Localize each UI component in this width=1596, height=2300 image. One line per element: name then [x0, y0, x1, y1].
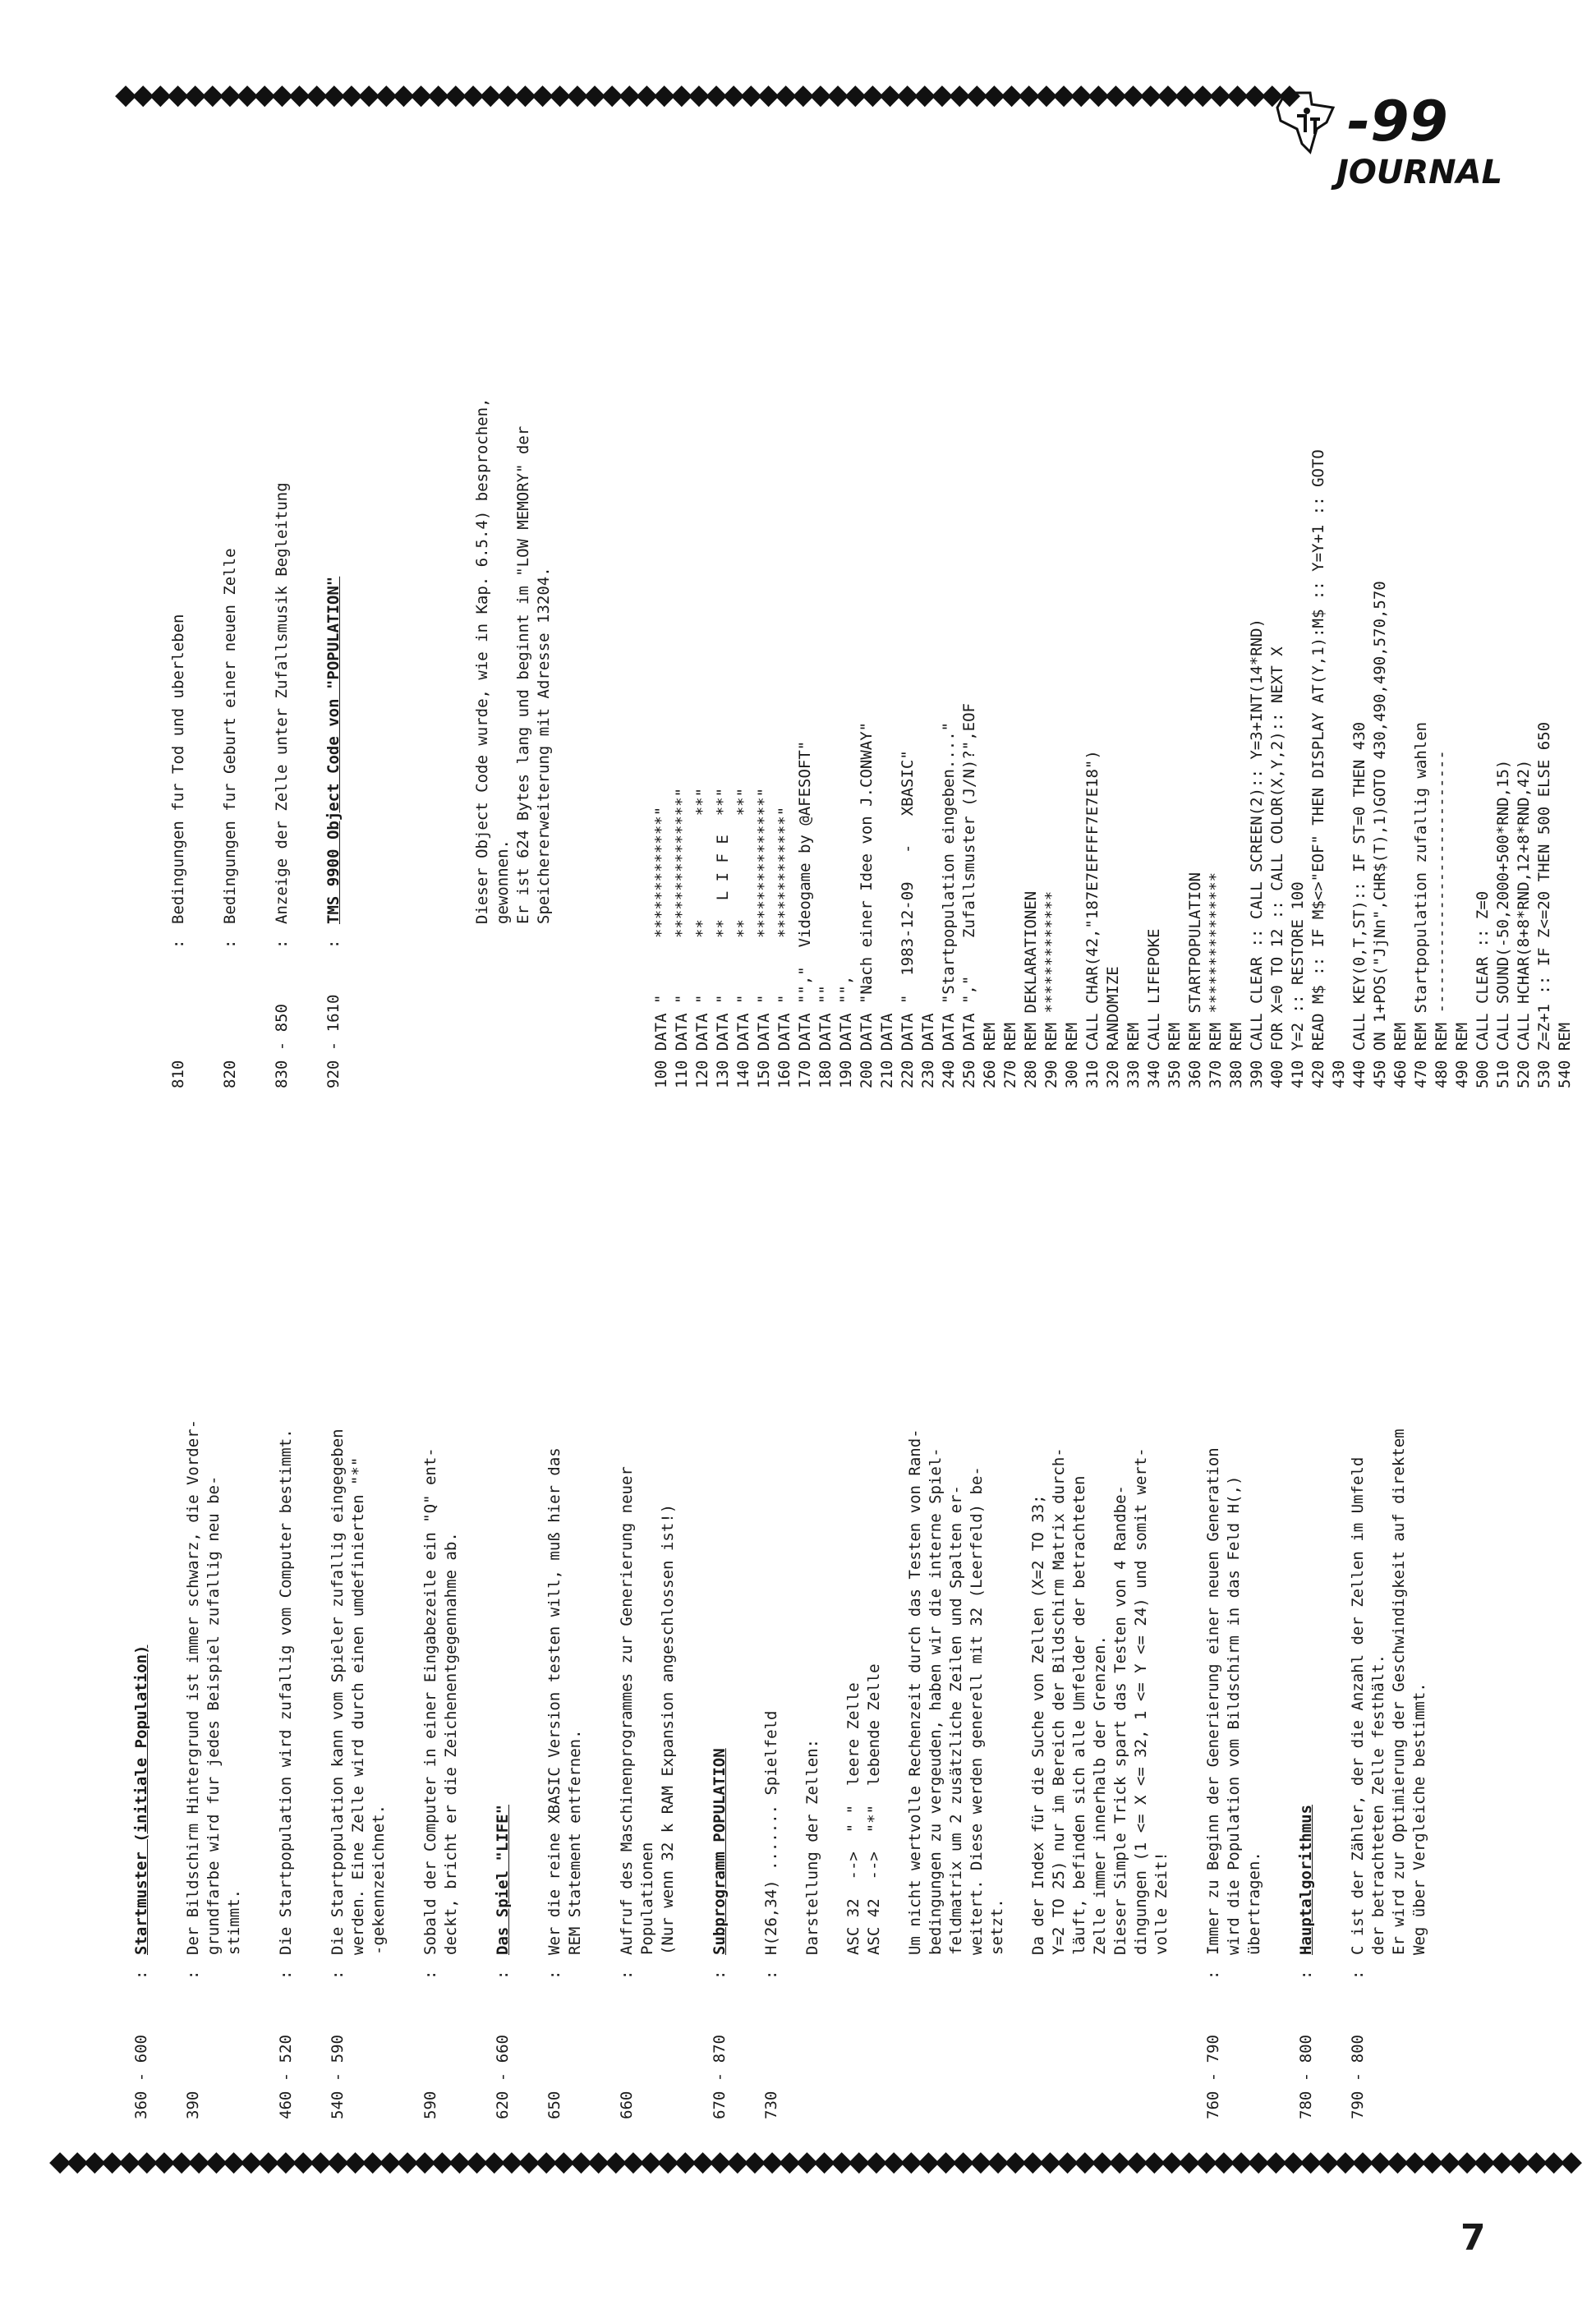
separator: :: [324, 939, 343, 949]
code-line: 300 REM: [1063, 1022, 1081, 1088]
code-line: 120 DATA " ** **": [693, 787, 711, 1088]
separator: :: [277, 1970, 295, 1980]
code-line: 100 DATA " *************": [652, 806, 670, 1088]
right-text-column: [127, 111, 1574, 1088]
code-line: 410 Y=2 :: RESTORE 100: [1289, 881, 1307, 1088]
code-line: 310 CALL CHAR(42,"187E7EFFFF7E7E18"): [1083, 750, 1102, 1088]
section-heading: Das Spiel "LIFE": [494, 1804, 512, 1955]
code-line: 200 DATA "Nach einer Idee von J.CONWAY": [858, 721, 876, 1088]
entry-text: Die Startpopulation kann vom Spieler zufallig eingegeben werden. Eine Zelle wird durch einen umdefinierten "*" -gekennzeichnet.: [329, 1428, 388, 1955]
separator: :: [545, 1970, 563, 1980]
entry-text: H(26,34) ....... Spielfeld Darstellung der Zellen: ASC 32 --> " " leere Zelle ASC 42 --> "*" lebende Zelle Um nicht wertvolle Rechenzeit durch das Testen von Rand- bedingungen zu vergeuden, haben wir die interne Spiel- feldmatrix um 2 zusätzliche Zeilen und Spalten er- weitert. Diese werden generell mit 32 (Leerfeld) be- setzt. Da der Index für die Suche von Zellen (X=2 TO 33; Y=2 TO 25) nur im Bereich der Bildschirm Matrix durch- läuft, befinden sich alle Umfelder der betrachteten Zelle immer innerhalb der Grenzen. Dieser Simple Trick spart das Testen von 4 Randbe- dingungen (1 <= X <= 32, 1 <= Y <= 24) und somit wert- volle Zeit!: [762, 1428, 1171, 1955]
line-range-label: 620 - 660: [494, 2035, 512, 2119]
line-range-label: 360 - 600: [132, 2035, 150, 2119]
code-line: 210 DATA: [878, 1013, 896, 1088]
code-line: 450 ON 1+POS("JjNn",CHR$(T),1)GOTO 430,490,490,570,570: [1371, 581, 1389, 1088]
code-line: 530 Z=Z+1 :: IF Z<=20 THEN 500 ELSE 650: [1535, 721, 1553, 1088]
line-range-label: 460 - 520: [277, 2035, 295, 2119]
entry-text: Wer die reine XBASIC Version testen will, muß hier das REM Statement entfernen.: [545, 1447, 584, 1955]
entry-text: Bedingungen fur Geburt einer neuen Zelle: [221, 548, 239, 924]
line-range-label: 670 - 870: [711, 2035, 729, 2119]
line-range-label: 920 - 1610: [324, 994, 343, 1088]
line-range-label: 820: [221, 1060, 239, 1088]
code-line: 170 DATA ""," Videogame by @AFESOFT": [796, 740, 814, 1088]
separator: :: [421, 1970, 439, 1980]
line-range-label: 760 - 790: [1204, 2035, 1222, 2119]
entry-text: Anzeige der Zelle unter Zufallsmusik Begleitung: [273, 482, 291, 924]
entry-text: C ist der Zähler, der die Anzahl der Zellen im Umfeld der betrachteten Zelle festhält. Er wird zur Optimierung der Geschwindigkeit auf direktem Weg über Vergleiche bestimmt.: [1349, 1428, 1428, 1955]
right-entries: [168, 111, 375, 1088]
code-line: 500 CALL CLEAR :: Z=0: [1474, 890, 1492, 1088]
line-range-label: 810: [169, 1060, 187, 1088]
code-line: 250 DATA "," Zufallsmuster (J/N)?",EOF: [960, 703, 978, 1088]
entry-text: Bedingungen fur Tod und uberleben: [169, 614, 187, 924]
code-line: 520 CALL HCHAR(8+8*RND,12+8*RND,42): [1515, 759, 1533, 1088]
entry-text: Sobald der Computer in einer Eingabezeile ein "Q" ent- deckt, bricht er die Zeichenentgegennahme ab.: [421, 1447, 460, 1955]
code-line: 160 DATA " *************": [775, 806, 793, 1088]
separator: :: [221, 939, 239, 949]
right-entry: [168, 111, 189, 1088]
code-line: 110 DATA " ***************": [673, 787, 691, 1088]
right-entry: [220, 111, 241, 1088]
separator: :: [132, 1970, 150, 1980]
separator: :: [711, 1970, 729, 1980]
code-line: 390 CALL CLEAR :: CALL SCREEN(2):: Y=3+INT(14*RND): [1248, 619, 1266, 1088]
line-range-label: 390: [184, 2091, 202, 2119]
line-range-label: 590: [421, 2091, 439, 2119]
top-diamond-border: ◆◆◆◆◆◆◆◆◆◆◆◆◆◆◆◆◆◆◆◆◆◆◆◆◆◆◆◆◆◆◆◆◆◆◆◆◆◆◆◆◆◆◆◆◆◆◆◆◆◆◆◆◆◆◆◆◆◆◆◆◆◆◆◆◆◆◆◆: [115, 78, 1297, 111]
code-line: 420 READ M$ :: IF M$<>"EOF" THEN DISPLAY AT(Y,1):M$ :: Y=Y+1 :: GOTO: [1309, 449, 1327, 1088]
separator: :: [184, 1970, 202, 1980]
code-line: 350 REM: [1166, 1022, 1184, 1088]
section-heading: TMS 9900 Object Code von "POPULATION": [324, 576, 343, 924]
entry-text: Der Bildschirm Hintergrund ist immer schwarz, die Vorder- grundfarbe wird fur jedes Beispiel zufallig neu be- stimmt.: [184, 1419, 243, 1955]
line-range-label: 650: [545, 2091, 563, 2119]
code-line: 240 DATA "Startpopulation eingeben....": [940, 721, 958, 1088]
separator: :: [762, 1970, 780, 1980]
code-line: 280 REM DEKLARATIONEN: [1022, 890, 1040, 1088]
separator: :: [329, 1970, 347, 1980]
line-range-label: 660: [618, 2091, 636, 2119]
code-line: 340 CALL LIFEPOKE: [1145, 928, 1163, 1088]
code-line: 540 REM: [1556, 1022, 1574, 1088]
separator: :: [169, 939, 187, 949]
object-code-intro: Dieser Object Code wurde, wie in Kap. 6.5.4) besprochen, gewonnen. Er ist 624 Bytes lang und beginnt im "LOW MEMORY" der Speichererweiterung mit Adresse 13204.: [473, 398, 553, 924]
line-range-label: 790 - 800: [1349, 2035, 1367, 2119]
code-line: 440 CALL KEY(0,T,ST):: IF ST=0 THEN 430: [1350, 721, 1368, 1088]
code-line: 320 RANDOMIZE: [1104, 966, 1122, 1088]
code-line: 510 CALL SOUND(-50,2000+500*RND,15): [1494, 759, 1512, 1088]
section-heading: Hauptalgorithmus: [1297, 1804, 1315, 1955]
code-line: 380 REM: [1227, 1022, 1245, 1088]
logo-number: -99: [1347, 90, 1448, 154]
code-line: 360 REM STARTPOPULATION: [1186, 872, 1204, 1088]
section-heading: Subprogramm POPULATION: [711, 1748, 729, 1955]
right-entry: [272, 111, 292, 1088]
separator: :: [1349, 1970, 1367, 1980]
page-number: 7: [1460, 2217, 1486, 2259]
line-range-label: 830 - 850: [273, 1004, 291, 1088]
entry-text: Immer zu Beginn der Generierung einer neuen Generation wird die Population vom Bildschirm in das Feld H(,) übertragen.: [1204, 1447, 1263, 1955]
code-line: 460 REM: [1391, 1022, 1410, 1088]
code-line: 480 REM ----------------------------: [1433, 750, 1451, 1088]
separator: :: [273, 939, 291, 949]
code-line: 180 DATA "": [816, 985, 835, 1088]
code-line: 260 REM: [981, 1022, 999, 1088]
separator: :: [494, 1970, 512, 1980]
code-line: 490 REM: [1453, 1022, 1471, 1088]
section-heading: Startmuster (initiale Population): [132, 1644, 150, 1955]
line-range-label: 780 - 800: [1297, 2035, 1315, 2119]
code-line: 470 REM Startpopulation zufallig wahlen: [1412, 721, 1430, 1088]
line-range-label: 540 - 590: [329, 2035, 347, 2119]
code-line: 400 FOR X=0 TO 12 :: CALL COLOR(X,Y,2):: NEXT X: [1268, 646, 1286, 1088]
code-line: 270 REM: [1001, 1022, 1019, 1088]
code-line: 150 DATA " ***************": [755, 787, 773, 1088]
code-line: 140 DATA " ** **": [734, 787, 752, 1088]
entry-text: Aufruf des Maschinenprogrammes zur Generierung neuer Populationen (Nur wenn 32 k RAM Expansion angeschlossen ist!): [618, 1466, 677, 1955]
code-line: 330 REM: [1125, 1022, 1143, 1088]
line-range-label: 730: [762, 2091, 780, 2119]
separator: :: [1297, 1970, 1315, 1980]
right-entry: [324, 111, 344, 1088]
code-line: 230 DATA: [919, 1013, 937, 1088]
code-line: 130 DATA " ** L I F E **": [714, 787, 732, 1088]
code-line: 220 DATA " 1983-12-09 - XBASIC": [899, 750, 917, 1088]
code-line: 370 REM ***************: [1207, 872, 1225, 1088]
code-line: 430: [1330, 1060, 1348, 1088]
code-line: 190 DATA "",: [837, 975, 855, 1088]
separator: :: [1204, 1970, 1222, 1980]
entry-text: Die Startpopulation wird zufallig vom Computer bestimmt.: [277, 1428, 295, 1955]
separator: :: [618, 1970, 636, 1980]
bottom-diamond-border: ◆◆◆◆◆◆◆◆◆◆◆◆◆◆◆◆◆◆◆◆◆◆◆◆◆◆◆◆◆◆◆◆◆◆◆◆◆◆◆◆◆◆◆◆◆◆◆◆◆◆◆◆◆◆◆◆◆◆◆◆◆◆◆◆◆◆◆◆◆◆◆◆◆◆◆◆◆◆◆◆◆◆◆◆◆◆◆◆: [49, 2145, 1578, 2178]
logo-word: JOURNAL: [1336, 154, 1503, 191]
basic-listing: [651, 111, 1575, 1088]
code-line: 290 REM *************: [1042, 890, 1060, 1088]
